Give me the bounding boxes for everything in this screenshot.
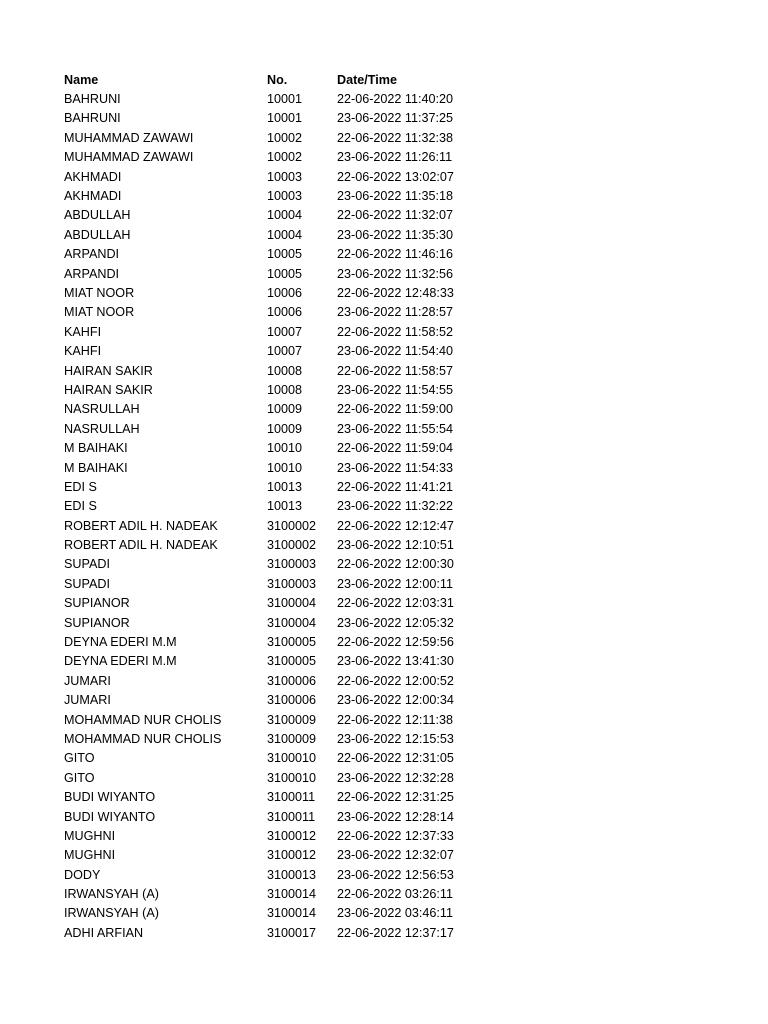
cell-name: GITO — [64, 770, 95, 785]
cell-name: MUHAMMAD ZAWAWI — [64, 150, 194, 165]
table-row — [64, 148, 497, 167]
cell-number: 10006 — [267, 285, 303, 300]
header-name: Name — [64, 72, 99, 87]
cell-name: SUPADI — [64, 576, 110, 591]
cell-number: 10003 — [267, 169, 303, 184]
table-row — [64, 535, 497, 554]
cell-datetime: 23-06-2022 12:00:34 — [337, 693, 454, 708]
table-row — [64, 361, 497, 380]
table-row — [64, 283, 497, 302]
table-row — [64, 807, 497, 826]
cell-number: 10010 — [267, 460, 303, 475]
cell-name: AKHMADI — [64, 169, 122, 184]
table-row — [64, 322, 497, 341]
cell-datetime: 23-06-2022 12:05:32 — [337, 615, 454, 630]
cell-name: AKHMADI — [64, 189, 122, 204]
cell-name: DEYNA EDERI M.M — [64, 635, 177, 650]
table-row — [64, 225, 497, 244]
cell-number: 3100005 — [267, 635, 317, 650]
cell-name: HAIRAN SAKIR — [64, 363, 153, 378]
table-row — [64, 438, 497, 457]
cell-datetime: 23-06-2022 11:32:56 — [337, 266, 454, 281]
cell-number: 10010 — [267, 441, 303, 456]
cell-name: ABDULLAH — [64, 227, 131, 242]
cell-datetime: 22-06-2022 12:31:25 — [337, 790, 454, 805]
table-row — [64, 128, 497, 147]
cell-datetime: 22-06-2022 12:11:38 — [337, 712, 454, 727]
cell-name: MOHAMMAD NUR CHOLIS — [64, 712, 222, 727]
table-row — [64, 826, 497, 845]
table-row — [64, 923, 497, 942]
cell-datetime: 23-06-2022 11:35:18 — [337, 189, 454, 204]
cell-number: 3100006 — [267, 693, 317, 708]
cell-name: IRWANSYAH (A) — [64, 906, 159, 921]
cell-datetime: 23-06-2022 12:10:51 — [337, 538, 454, 553]
cell-datetime: 23-06-2022 11:28:57 — [337, 305, 454, 320]
cell-name: SUPADI — [64, 557, 110, 572]
cell-datetime: 23-06-2022 12:28:14 — [337, 809, 454, 824]
cell-number: 3100002 — [267, 538, 317, 553]
table-row — [64, 206, 497, 225]
table-row — [64, 516, 497, 535]
cell-datetime: 22-06-2022 11:40:20 — [337, 92, 454, 107]
cell-name: HAIRAN SAKIR — [64, 382, 153, 397]
cell-number: 10004 — [267, 208, 303, 223]
cell-number: 3100009 — [267, 712, 317, 727]
cell-number: 3100009 — [267, 731, 317, 746]
cell-number: 10009 — [267, 402, 303, 417]
cell-number: 3100004 — [267, 615, 317, 630]
cell-name: MOHAMMAD NUR CHOLIS — [64, 731, 222, 746]
cell-number: 10001 — [267, 111, 303, 126]
cell-name: BAHRUNI — [64, 92, 121, 107]
cell-datetime: 22-06-2022 12:12:47 — [337, 518, 454, 533]
cell-name: KAHFI — [64, 324, 102, 339]
cell-number: 3100003 — [267, 557, 317, 572]
cell-datetime: 23-06-2022 12:32:28 — [337, 770, 454, 785]
cell-datetime: 22-06-2022 11:59:04 — [337, 441, 454, 456]
cell-number: 3100013 — [267, 867, 317, 882]
cell-number: 3100012 — [267, 848, 317, 863]
cell-number: 10007 — [267, 344, 303, 359]
table-row — [64, 89, 497, 108]
cell-datetime: 22-06-2022 03:26:11 — [337, 887, 454, 902]
cell-number: 3100003 — [267, 576, 317, 591]
cell-name: BUDI WIYANTO — [64, 809, 156, 824]
cell-number: 10003 — [267, 189, 303, 204]
table-header-row — [64, 70, 497, 89]
cell-name: NASRULLAH — [64, 402, 140, 417]
table-row — [64, 186, 497, 205]
cell-datetime: 23-06-2022 12:32:07 — [337, 848, 454, 863]
table-row — [64, 594, 497, 613]
cell-number: 10001 — [267, 92, 303, 107]
table-row — [64, 497, 497, 516]
table-row — [64, 884, 497, 903]
cell-number: 3100011 — [267, 809, 316, 824]
cell-number: 3100014 — [267, 887, 317, 902]
cell-name: M BAIHAKI — [64, 441, 128, 456]
cell-name: M BAIHAKI — [64, 460, 128, 475]
cell-name: ADHI ARFIAN — [64, 925, 144, 940]
table-row — [64, 264, 497, 283]
cell-datetime: 22-06-2022 12:37:33 — [337, 828, 454, 843]
cell-number: 10013 — [267, 479, 303, 494]
cell-datetime: 22-06-2022 12:00:52 — [337, 673, 454, 688]
cell-number: 3100004 — [267, 596, 317, 611]
cell-number: 3100010 — [267, 770, 317, 785]
table-row — [64, 768, 497, 787]
cell-name: IRWANSYAH (A) — [64, 887, 159, 902]
cell-name: ROBERT ADIL H. NADEAK — [64, 538, 218, 553]
table-row — [64, 419, 497, 438]
table-row — [64, 341, 497, 360]
table-row — [64, 729, 497, 748]
cell-datetime: 23-06-2022 12:56:53 — [337, 867, 454, 882]
cell-datetime: 23-06-2022 13:41:30 — [337, 654, 454, 669]
cell-number: 10006 — [267, 305, 303, 320]
cell-name: ROBERT ADIL H. NADEAK — [64, 518, 218, 533]
table-row — [64, 787, 497, 806]
cell-name: MUGHNI — [64, 848, 116, 863]
table-row — [64, 710, 497, 729]
cell-number: 3100010 — [267, 751, 317, 766]
cell-datetime: 22-06-2022 12:48:33 — [337, 285, 454, 300]
cell-name: BAHRUNI — [64, 111, 121, 126]
cell-datetime: 22-06-2022 11:32:07 — [337, 208, 454, 223]
cell-datetime: 22-06-2022 11:58:57 — [337, 363, 454, 378]
cell-number: 3100006 — [267, 673, 317, 688]
table-row — [64, 400, 497, 419]
cell-datetime: 22-06-2022 12:37:17 — [337, 925, 454, 940]
cell-name: DEYNA EDERI M.M — [64, 654, 177, 669]
cell-datetime: 23-06-2022 11:54:55 — [337, 382, 454, 397]
cell-number: 10013 — [267, 499, 303, 514]
table-row — [64, 303, 497, 322]
cell-name: ARPANDI — [64, 266, 120, 281]
cell-datetime: 23-06-2022 11:55:54 — [337, 421, 454, 436]
cell-name: EDI S — [64, 479, 97, 494]
table-row — [64, 555, 497, 574]
cell-number: 3100011 — [267, 790, 316, 805]
cell-datetime: 23-06-2022 11:37:25 — [337, 111, 454, 126]
cell-name: DODY — [64, 867, 101, 882]
cell-name: EDI S — [64, 499, 97, 514]
cell-number: 10004 — [267, 227, 303, 242]
table-body — [64, 89, 497, 942]
attendance-table — [64, 70, 497, 943]
cell-number: 3100014 — [267, 906, 317, 921]
cell-datetime: 23-06-2022 03:46:11 — [337, 906, 454, 921]
table-row — [64, 749, 497, 768]
table-row — [64, 691, 497, 710]
cell-datetime: 23-06-2022 11:32:22 — [337, 499, 454, 514]
cell-datetime: 23-06-2022 12:15:53 — [337, 731, 454, 746]
cell-datetime: 22-06-2022 11:46:16 — [337, 247, 454, 262]
cell-number: 10005 — [267, 247, 303, 262]
cell-number: 3100002 — [267, 518, 317, 533]
cell-datetime: 22-06-2022 11:59:00 — [337, 402, 454, 417]
cell-name: ABDULLAH — [64, 208, 131, 223]
cell-name: MIAT NOOR — [64, 305, 135, 320]
cell-datetime: 22-06-2022 12:03:31 — [337, 596, 454, 611]
table-row — [64, 109, 497, 128]
table-row — [64, 380, 497, 399]
table-row — [64, 245, 497, 264]
table-row — [64, 652, 497, 671]
cell-name: MIAT NOOR — [64, 285, 135, 300]
cell-datetime: 22-06-2022 11:41:21 — [337, 479, 454, 494]
cell-number: 10002 — [267, 130, 303, 145]
header-number: No. — [267, 72, 288, 87]
table-row — [64, 477, 497, 496]
cell-datetime: 23-06-2022 11:26:11 — [337, 150, 453, 165]
cell-datetime: 22-06-2022 11:58:52 — [337, 324, 454, 339]
header-datetime: Date/Time — [337, 72, 397, 87]
table-row — [64, 613, 497, 632]
table-row — [64, 574, 497, 593]
cell-number: 10002 — [267, 150, 303, 165]
cell-name: BUDI WIYANTO — [64, 790, 156, 805]
table-row — [64, 671, 497, 690]
cell-number: 10007 — [267, 324, 303, 339]
cell-number: 10005 — [267, 266, 303, 281]
cell-number: 10008 — [267, 363, 303, 378]
cell-name: JUMARI — [64, 693, 111, 708]
table-row — [64, 846, 497, 865]
cell-name: MUHAMMAD ZAWAWI — [64, 130, 194, 145]
cell-name: KAHFI — [64, 344, 102, 359]
cell-datetime: 23-06-2022 12:00:11 — [337, 576, 454, 591]
cell-number: 3100005 — [267, 654, 317, 669]
cell-datetime: 22-06-2022 13:02:07 — [337, 169, 454, 184]
cell-name: NASRULLAH — [64, 421, 140, 436]
cell-number: 10008 — [267, 382, 303, 397]
cell-datetime: 23-06-2022 11:54:33 — [337, 460, 454, 475]
cell-name: JUMARI — [64, 673, 111, 688]
cell-name: MUGHNI — [64, 828, 116, 843]
cell-name: SUPIANOR — [64, 615, 130, 630]
cell-number: 3100017 — [267, 925, 317, 940]
table-row — [64, 167, 497, 186]
cell-name: GITO — [64, 751, 95, 766]
table-row — [64, 904, 497, 923]
table-row — [64, 865, 497, 884]
cell-datetime: 22-06-2022 11:32:38 — [337, 130, 454, 145]
cell-datetime: 23-06-2022 11:54:40 — [337, 344, 454, 359]
cell-number: 10009 — [267, 421, 303, 436]
cell-datetime: 23-06-2022 11:35:30 — [337, 227, 454, 242]
table-row — [64, 632, 497, 651]
cell-name: ARPANDI — [64, 247, 120, 262]
table-row — [64, 458, 497, 477]
cell-datetime: 22-06-2022 12:59:56 — [337, 635, 454, 650]
cell-datetime: 22-06-2022 12:31:05 — [337, 751, 454, 766]
cell-name: SUPIANOR — [64, 596, 130, 611]
cell-datetime: 22-06-2022 12:00:30 — [337, 557, 454, 572]
cell-number: 3100012 — [267, 828, 317, 843]
